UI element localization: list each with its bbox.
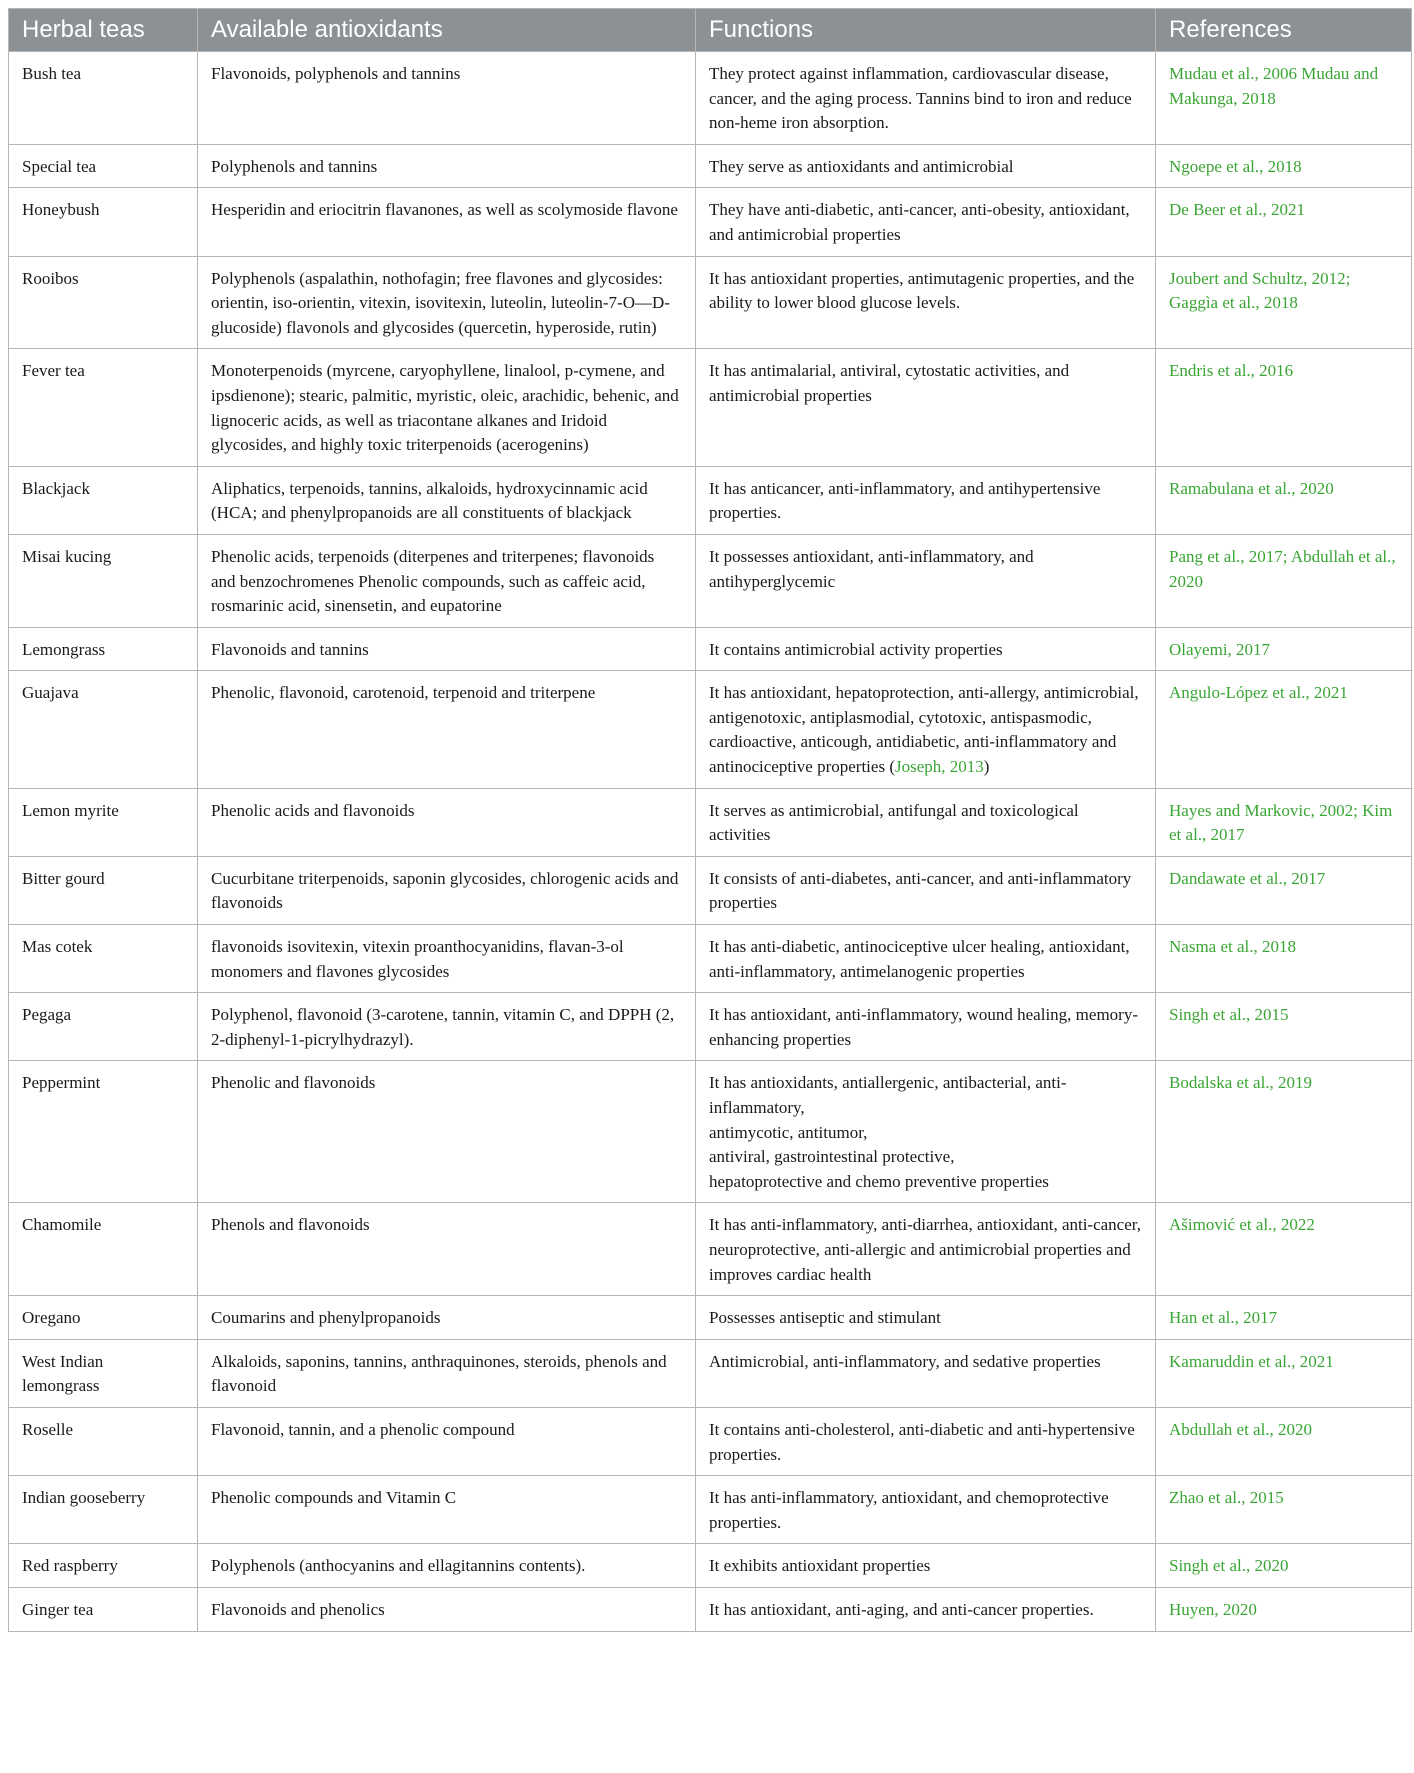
cell-references-link[interactable]: Abdullah et al., 2020	[1156, 1407, 1412, 1475]
cell-antioxidants: Phenolic compounds and Vitamin C	[198, 1476, 696, 1544]
cell-antioxidants: Phenols and flavonoids	[198, 1203, 696, 1296]
table-row	[9, 534, 1412, 627]
cell-references-link[interactable]: Hayes and Markovic, 2002; Kim et al., 2017	[1156, 788, 1412, 856]
cell-herbal-tea: Special tea	[9, 144, 198, 188]
functions-text: It has anti-diabetic, antinociceptive ulcer healing, antioxidant, anti-inflammatory, antimelanogenic properties	[709, 937, 1130, 981]
cell-references-link[interactable]: Joubert and Schultz, 2012; Gaggìa et al., 2018	[1156, 256, 1412, 349]
cell-functions	[696, 349, 1156, 466]
functions-text: They protect against inflammation, cardiovascular disease, cancer, and the aging process. Tannins bind to iron and reduce non-heme iron absorption.	[709, 64, 1132, 133]
cell-antioxidants: Phenolic, flavonoid, carotenoid, terpenoid and triterpene	[198, 671, 696, 788]
cell-functions	[696, 256, 1156, 349]
cell-herbal-tea: Bush tea	[9, 52, 198, 145]
cell-herbal-tea: Pegaga	[9, 993, 198, 1061]
functions-text: It has antioxidant, anti-aging, and anti-cancer properties.	[709, 1599, 1094, 1619]
functions-text: It has antimalarial, antiviral, cytostatic activities, and antimicrobial properties	[709, 361, 1070, 405]
cell-references-link[interactable]: Zhao et al., 2015	[1156, 1476, 1412, 1544]
cell-antioxidants: Phenolic and flavonoids	[198, 1061, 696, 1203]
cell-antioxidants: Polyphenols (anthocyanins and ellagitannins contents).	[198, 1544, 696, 1588]
cell-herbal-tea: Indian gooseberry	[9, 1476, 198, 1544]
cell-antioxidants: Flavonoid, tannin, and a phenolic compound	[198, 1407, 696, 1475]
cell-functions	[696, 1476, 1156, 1544]
cell-herbal-tea: Bitter gourd	[9, 856, 198, 924]
table-row	[9, 1407, 1412, 1475]
cell-references-link[interactable]: Olayemi, 2017	[1156, 627, 1412, 671]
cell-functions	[696, 671, 1156, 788]
cell-references-link[interactable]: Singh et al., 2015	[1156, 993, 1412, 1061]
cell-functions	[696, 925, 1156, 993]
table-row	[9, 466, 1412, 534]
table-row	[9, 256, 1412, 349]
cell-references-link[interactable]: Singh et al., 2020	[1156, 1544, 1412, 1588]
cell-antioxidants: Polyphenols (aspalathin, nothofagin; free flavones and glycosides: orientin, iso-orientin, vitexin, isovitexin, luteolin, luteolin-7-O—D-glucoside) flavonols and glycosides (quercetin, hyperoside, rutin)	[198, 256, 696, 349]
cell-references-link[interactable]: Nasma et al., 2018	[1156, 925, 1412, 993]
table-row	[9, 671, 1412, 788]
cell-antioxidants: Flavonoids, polyphenols and tannins	[198, 52, 696, 145]
cell-antioxidants: Alkaloids, saponins, tannins, anthraquinones, steroids, phenols and flavonoid	[198, 1339, 696, 1407]
functions-text: It consists of anti-diabetes, anti-cancer, and anti-inflammatory properties	[709, 868, 1132, 913]
table-row	[9, 1587, 1412, 1631]
cell-references-link[interactable]: Huyen, 2020	[1156, 1587, 1412, 1631]
herbal-teas-table	[8, 8, 1412, 1632]
cell-antioxidants: Hesperidin and eriocitrin flavanones, as well as scolymoside flavone	[198, 188, 696, 256]
cell-references-link[interactable]: Han et al., 2017	[1156, 1296, 1412, 1340]
table-row	[9, 1476, 1412, 1544]
table-row	[9, 1339, 1412, 1407]
column-header-functions: Functions	[696, 9, 1156, 52]
cell-antioxidants: Polyphenols and tannins	[198, 144, 696, 188]
cell-functions	[696, 144, 1156, 188]
cell-herbal-tea: Roselle	[9, 1407, 198, 1475]
cell-antioxidants: Monoterpenoids (myrcene, caryophyllene, linalool, p-cymene, and ipsdienone); stearic, palmitic, myristic, oleic, arachidic, behenic, and lignoceric acids, as well as triacontane alkanes and Iridoid glycosides, and highly toxic triterpenoids (acerogenins)	[198, 349, 696, 466]
cell-functions	[696, 1587, 1156, 1631]
functions-text: It has anticancer, anti-inflammatory, and antihypertensive properties.	[709, 478, 1101, 523]
table-row	[9, 925, 1412, 993]
functions-text: It serves as antimicrobial, antifungal and toxicological activities	[709, 800, 1079, 845]
cell-functions	[696, 1339, 1156, 1407]
cell-references-link[interactable]: Mudau et al., 2006 Mudau and Makunga, 2018	[1156, 52, 1412, 145]
cell-references-link[interactable]: De Beer et al., 2021	[1156, 188, 1412, 256]
cell-antioxidants: Phenolic acids, terpenoids (diterpenes and triterpenes; flavonoids and benzochromenes Phenolic compounds, such as caffeic acid, rosmarinic acid, sinensetin, and eupatorine	[198, 534, 696, 627]
cell-herbal-tea: Red raspberry	[9, 1544, 198, 1588]
functions-text: It exhibits antioxidant properties	[709, 1556, 931, 1576]
cell-herbal-tea: Mas cotek	[9, 925, 198, 993]
cell-herbal-tea: Peppermint	[9, 1061, 198, 1203]
table-row	[9, 188, 1412, 256]
table-body	[9, 52, 1412, 1632]
cell-functions	[696, 1061, 1156, 1203]
cell-references-link[interactable]: Pang et al., 2017; Abdullah et al., 2020	[1156, 534, 1412, 627]
cell-herbal-tea: Lemon myrite	[9, 788, 198, 856]
cell-functions	[696, 188, 1156, 256]
cell-references-link[interactable]: Kamaruddin et al., 2021	[1156, 1339, 1412, 1407]
cell-antioxidants: flavonoids isovitexin, vitexin proanthocyanidins, flavan-3-ol monomers and flavones glycosides	[198, 925, 696, 993]
cell-antioxidants: Coumarins and phenylpropanoids	[198, 1296, 696, 1340]
cell-herbal-tea: Blackjack	[9, 466, 198, 534]
functions-text: Possesses antiseptic and stimulant	[709, 1308, 941, 1328]
cell-antioxidants: Polyphenol, flavonoid (3-carotene, tannin, vitamin C, and DPPH (2, 2-diphenyl-1-picrylhydrazyl).	[198, 993, 696, 1061]
functions-text: Antimicrobial, anti-inflammatory, and sedative properties	[709, 1351, 1101, 1371]
cell-herbal-tea: Misai kucing	[9, 534, 198, 627]
cell-functions	[696, 1544, 1156, 1588]
cell-herbal-tea: Honeybush	[9, 188, 198, 256]
cell-antioxidants: Cucurbitane triterpenoids, saponin glycosides, chlorogenic acids and flavonoids	[198, 856, 696, 924]
functions-text: They have anti-diabetic, anti-cancer, anti-obesity, antioxidant, and antimicrobial properties	[709, 200, 1130, 244]
functions-text: It has anti-inflammatory, antioxidant, and chemoprotective properties.	[709, 1488, 1109, 1532]
functions-text: It contains anti-cholesterol, anti-diabetic and anti-hypertensive properties.	[709, 1419, 1135, 1464]
cell-antioxidants: Flavonoids and tannins	[198, 627, 696, 671]
functions-text: It has anti-inflammatory, anti-diarrhea, antioxidant, anti-cancer, neuroprotective, anti-allergic and antimicrobial properties and improves cardiac health	[709, 1215, 1142, 1284]
cell-herbal-tea: Rooibos	[9, 256, 198, 349]
cell-functions	[696, 534, 1156, 627]
cell-functions	[696, 1296, 1156, 1340]
cell-references-link[interactable]: Ašimović et al., 2022	[1156, 1203, 1412, 1296]
cell-functions	[696, 1203, 1156, 1296]
table-header-row	[9, 9, 1412, 52]
cell-references-link[interactable]: Dandawate et al., 2017	[1156, 856, 1412, 924]
table-row	[9, 52, 1412, 145]
cell-functions	[696, 1407, 1156, 1475]
table-row	[9, 1061, 1412, 1203]
table-row	[9, 1544, 1412, 1588]
cell-references-link[interactable]: Endris et al., 2016	[1156, 349, 1412, 466]
cell-functions	[696, 466, 1156, 534]
cell-herbal-tea: Fever tea	[9, 349, 198, 466]
cell-antioxidants: Phenolic acids and flavonoids	[198, 788, 696, 856]
cell-herbal-tea: West Indian lemongrass	[9, 1339, 198, 1407]
functions-text: It has antioxidant, hepatoprotection, anti-allergy, antimicrobial, antigenotoxic, antiplasmodial, cytotoxic, antispasmodic, cardioactive, anticough, antidiabetic, anti-inflammatory and antinociceptive properties (	[709, 683, 1139, 777]
cell-herbal-tea: Oregano	[9, 1296, 198, 1340]
cell-functions	[696, 993, 1156, 1061]
cell-functions	[696, 856, 1156, 924]
cell-herbal-tea: Ginger tea	[9, 1587, 198, 1631]
functions-text: It has antioxidant, anti-inflammatory, wound healing, memory-enhancing properties	[709, 1005, 1138, 1049]
column-header-herbal-teas: Herbal teas	[9, 9, 198, 52]
cell-herbal-tea: Chamomile	[9, 1203, 198, 1296]
functions-text: It has antioxidant properties, antimutagenic properties, and the ability to lower blood glucose levels.	[709, 268, 1135, 313]
table-row	[9, 144, 1412, 188]
table-row	[9, 788, 1412, 856]
table-row	[9, 627, 1412, 671]
functions-text: It possesses antioxidant, anti-inflammatory, and antihyperglycemic	[709, 546, 1034, 591]
functions-citation-link[interactable]: Joseph, 2013	[894, 757, 984, 777]
table-row	[9, 1296, 1412, 1340]
cell-antioxidants: Aliphatics, terpenoids, tannins, alkaloids, hydroxycinnamic acid (HCA; and phenylpropanoids are all constituents of blackjack	[198, 466, 696, 534]
functions-text: They serve as antioxidants and antimicrobial	[709, 156, 1014, 176]
column-header-references: References	[1156, 9, 1412, 52]
table-row	[9, 993, 1412, 1061]
table-container	[8, 8, 1411, 1768]
functions-text: It has antioxidants, antiallergenic, antibacterial, anti-inflammatory, antimycotic, antitumor, antiviral, gastrointestinal protective, hepatoprotective and chemo preventive properties	[709, 1073, 1067, 1191]
cell-references-link[interactable]: Bodalska et al., 2019	[1156, 1061, 1412, 1203]
functions-text-tail: )	[983, 757, 990, 777]
cell-functions	[696, 788, 1156, 856]
cell-herbal-tea: Lemongrass	[9, 627, 198, 671]
table-row	[9, 856, 1412, 924]
cell-herbal-tea: Guajava	[9, 671, 198, 788]
cell-references-link[interactable]: Angulo-López et al., 2021	[1156, 671, 1412, 788]
functions-text: It contains antimicrobial activity properties	[709, 639, 1003, 659]
cell-functions	[696, 52, 1156, 145]
cell-functions	[696, 627, 1156, 671]
table-row	[9, 349, 1412, 466]
column-header-antioxidants: Available antioxidants	[198, 9, 696, 52]
cell-antioxidants: Flavonoids and phenolics	[198, 1587, 696, 1631]
cell-references-link[interactable]: Ramabulana et al., 2020	[1156, 466, 1412, 534]
table-row	[9, 1203, 1412, 1296]
cell-references-link[interactable]: Ngoepe et al., 2018	[1156, 144, 1412, 188]
